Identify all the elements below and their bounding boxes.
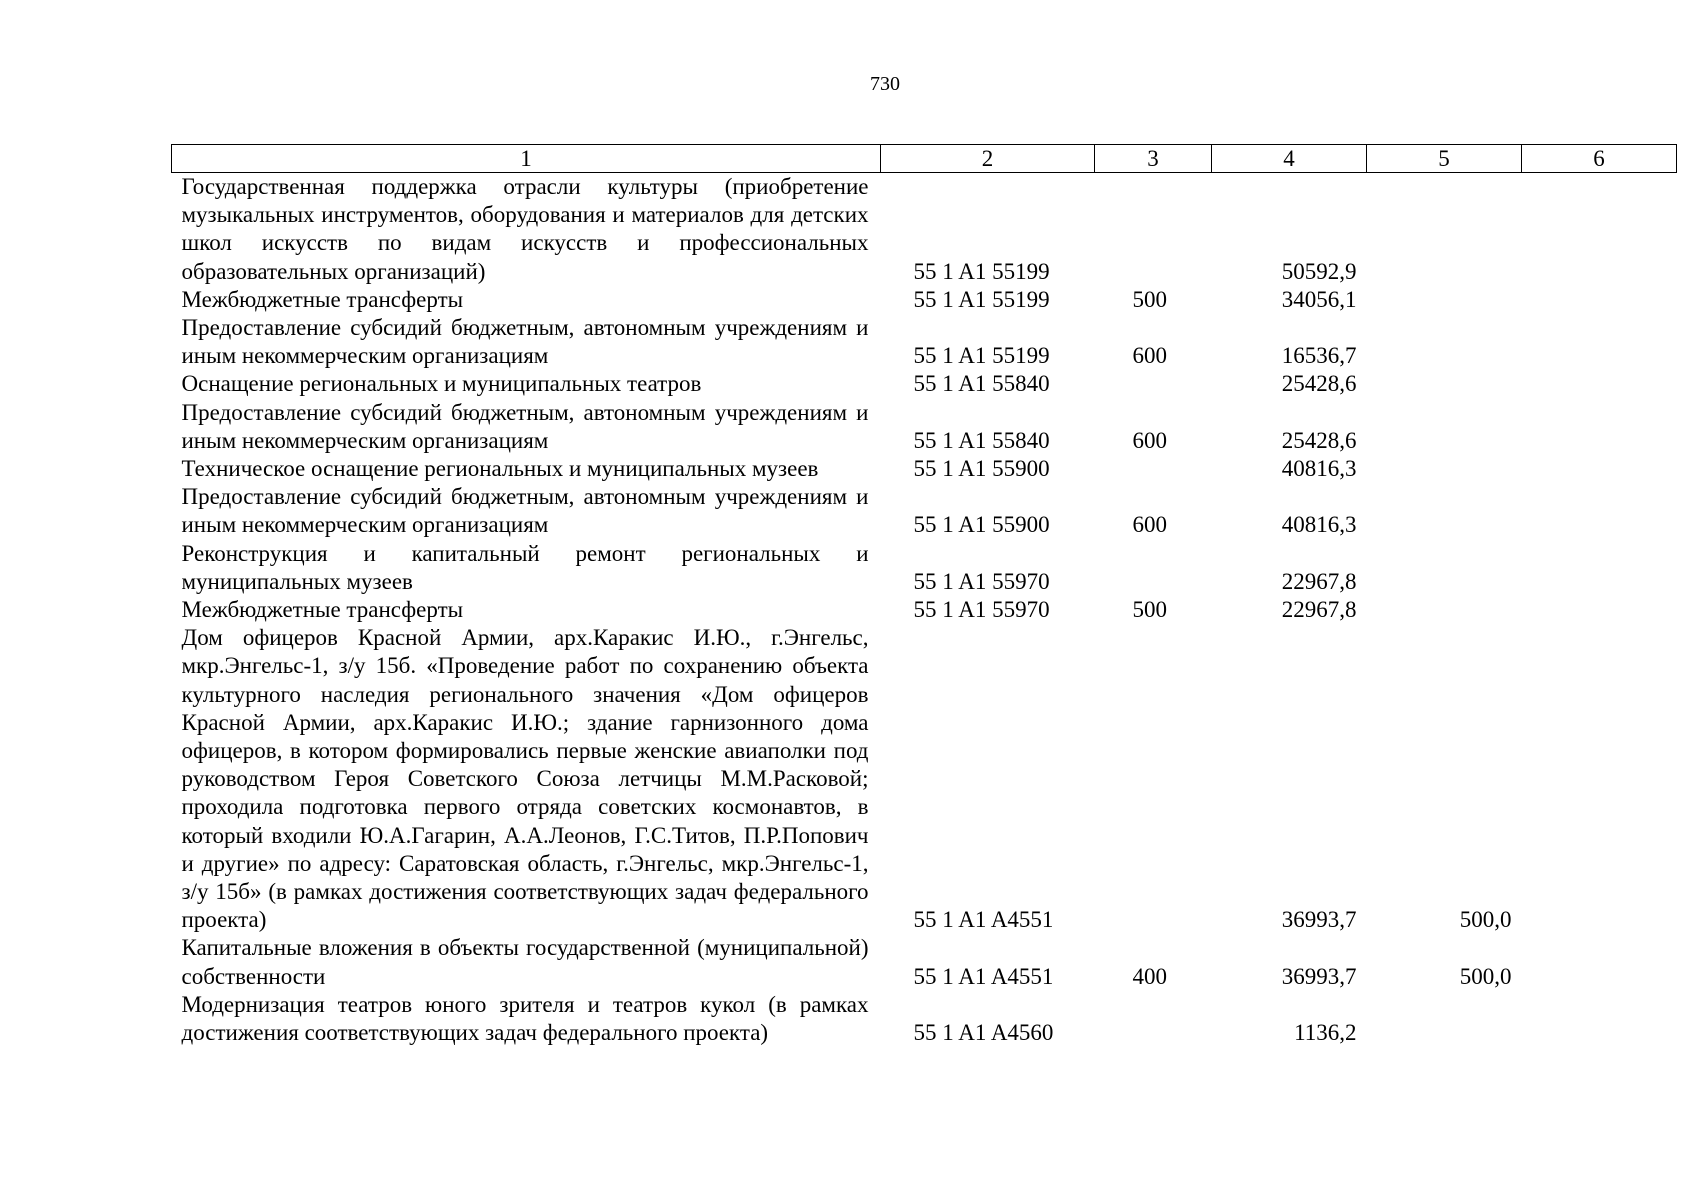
row-type: 500 bbox=[1132, 286, 1167, 312]
row-value-col4: 36993,7 bbox=[1281, 907, 1357, 933]
row-value-col6 bbox=[1522, 286, 1677, 314]
row-value-col4: 25428,6 bbox=[1281, 427, 1357, 453]
row-code: 55 1 A1 55840 bbox=[913, 427, 1050, 453]
row-value-col5 bbox=[1367, 596, 1522, 624]
row-code: 55 1 A1 A4551 bbox=[913, 963, 1054, 989]
page-number: 730 bbox=[870, 73, 900, 95]
row-code: 55 1 A1 55199 bbox=[913, 343, 1050, 369]
row-name: Оснащение региональных и муниципальных театров bbox=[181, 371, 702, 397]
row-code: 55 1 A1 55970 bbox=[913, 568, 1050, 594]
table-header bbox=[172, 145, 1677, 173]
row-value-col6 bbox=[1522, 455, 1677, 483]
row-name: Предоставление субсидий бюджетным, автономным учреждениям и иным некоммерческим организациям bbox=[181, 399, 869, 453]
table-row bbox=[172, 540, 1677, 596]
row-value-col6 bbox=[1522, 370, 1677, 398]
row-value-col4: 40816,3 bbox=[1281, 512, 1357, 538]
row-type bbox=[1095, 991, 1212, 1047]
row-value-col5 bbox=[1367, 370, 1522, 398]
row-type bbox=[1095, 540, 1212, 596]
row-type: 500 bbox=[1132, 597, 1167, 623]
row-value-col4: 50592,9 bbox=[1281, 258, 1357, 284]
table-row bbox=[172, 286, 1677, 314]
row-value-col4: 1136,2 bbox=[1294, 1020, 1357, 1046]
row-value-col6 bbox=[1522, 596, 1677, 624]
row-value-col6 bbox=[1522, 483, 1677, 539]
row-type: 600 bbox=[1132, 427, 1167, 453]
row-code: 55 1 A1 55199 bbox=[913, 286, 1050, 312]
row-name: Техническое оснащение региональных и муниципальных музеев bbox=[181, 456, 819, 482]
row-type: 600 bbox=[1132, 512, 1167, 538]
row-value-col5 bbox=[1367, 540, 1522, 596]
row-code: 55 1 A1 55900 bbox=[913, 512, 1050, 538]
header-cell-2: 2 bbox=[881, 145, 1095, 173]
row-name: Капитальные вложения в объекты государственной (муниципальной) собственности bbox=[181, 935, 869, 989]
row-name: Модернизация театров юного зрителя и театров кукол (в рамках достижения соответствующих задач федерального проекта) bbox=[181, 991, 869, 1046]
row-type: 600 bbox=[1132, 343, 1167, 369]
row-name: Межбюджетные трансферты bbox=[181, 597, 464, 623]
row-code: 55 1 A1 55970 bbox=[913, 597, 1050, 623]
row-value-col4: 22967,8 bbox=[1281, 597, 1357, 623]
row-value-col6 bbox=[1522, 173, 1677, 286]
table-row bbox=[172, 483, 1677, 539]
row-value-col4: 40816,3 bbox=[1281, 456, 1357, 482]
row-name: Государственная поддержка отрасли культуры (приобретение музыкальных инструментов, оборудования и материалов для детских школ искусств по видам искусств и профессиональных образовательных организаций) bbox=[181, 174, 869, 284]
row-value-col5: 500,0 bbox=[1459, 963, 1512, 989]
row-value-col5 bbox=[1367, 286, 1522, 314]
table-row bbox=[172, 991, 1677, 1047]
row-value-col6 bbox=[1522, 399, 1677, 455]
row-value-col6 bbox=[1522, 934, 1677, 990]
row-type bbox=[1095, 455, 1212, 483]
table-row bbox=[172, 934, 1677, 990]
table-row bbox=[172, 173, 1677, 286]
row-code: 55 1 A1 A4560 bbox=[913, 1020, 1054, 1046]
header-cell-3: 3 bbox=[1095, 145, 1212, 173]
table-body bbox=[172, 173, 1677, 1048]
row-type bbox=[1095, 173, 1212, 286]
row-value-col4: 25428,6 bbox=[1281, 371, 1357, 397]
row-value-col5 bbox=[1367, 455, 1522, 483]
header-cell-4: 4 bbox=[1212, 145, 1367, 173]
row-value-col6 bbox=[1522, 540, 1677, 596]
table-row bbox=[172, 314, 1677, 370]
table-row bbox=[172, 455, 1677, 483]
row-code: 55 1 A1 55900 bbox=[913, 456, 1050, 482]
table-row bbox=[172, 399, 1677, 455]
header-cell-1: 1 bbox=[172, 145, 881, 173]
row-code: 55 1 A1 55199 bbox=[913, 258, 1050, 284]
row-value-col5 bbox=[1367, 173, 1522, 286]
row-value-col4: 16536,7 bbox=[1281, 343, 1357, 369]
row-name: Предоставление субсидий бюджетным, автономным учреждениям и иным некоммерческим организациям bbox=[181, 484, 869, 538]
header-row bbox=[172, 145, 1677, 173]
row-value-col4: 22967,8 bbox=[1281, 568, 1357, 594]
row-type bbox=[1095, 624, 1212, 934]
table-row bbox=[172, 370, 1677, 398]
row-value-col4: 36993,7 bbox=[1281, 963, 1357, 989]
row-name: Предоставление субсидий бюджетным, автономным учреждениям и иным некоммерческим организациям bbox=[181, 315, 869, 369]
header-cell-6: 6 bbox=[1522, 145, 1677, 173]
row-value-col5 bbox=[1367, 483, 1522, 539]
table-row bbox=[172, 596, 1677, 624]
row-value-col6 bbox=[1522, 991, 1677, 1047]
row-value-col6 bbox=[1522, 624, 1677, 934]
table-row bbox=[172, 624, 1677, 934]
row-type: 400 bbox=[1132, 963, 1167, 989]
row-name: Межбюджетные трансферты bbox=[181, 286, 464, 312]
row-value-col5 bbox=[1367, 314, 1522, 370]
row-code: 55 1 A1 A4551 bbox=[913, 907, 1054, 933]
row-value-col5: 500,0 bbox=[1459, 907, 1512, 933]
row-value-col5 bbox=[1367, 991, 1522, 1047]
row-value-col5 bbox=[1367, 399, 1522, 455]
row-name: Реконструкция и капитальный ремонт региональных и муниципальных музеев bbox=[181, 540, 869, 594]
budget-table bbox=[171, 144, 1677, 1047]
row-name: Дом офицеров Красной Армии, арх.Каракис И.Ю., г.Энгельс, мкр.Энгельс-1, з/у 15б. «Проведение работ по сохранению объекта культурного наследия регионального значения «Дом офицеров Красной Армии, арх.Каракис И.Ю.; здание гарнизонного дома офицеров, в котором формировались первые женские авиаполки под руководством Героя Советского Союза летчицы М.М.Расковой; проходила подготовка первого отряда советских космонавтов, в который входили Ю.А.Гагарин, А.А.Леонов, Г.С.Титов, П.Р.Попович и другие» по адресу: Саратовская область, г.Энгельс, мкр.Энгельс-1, з/у 15б» (в рамках достижения соответствующих задач федерального проекта) bbox=[181, 625, 869, 933]
row-type bbox=[1095, 370, 1212, 398]
row-value-col4: 34056,1 bbox=[1281, 286, 1357, 312]
header-cell-5: 5 bbox=[1367, 145, 1522, 173]
row-value-col6 bbox=[1522, 314, 1677, 370]
row-code: 55 1 A1 55840 bbox=[913, 371, 1050, 397]
